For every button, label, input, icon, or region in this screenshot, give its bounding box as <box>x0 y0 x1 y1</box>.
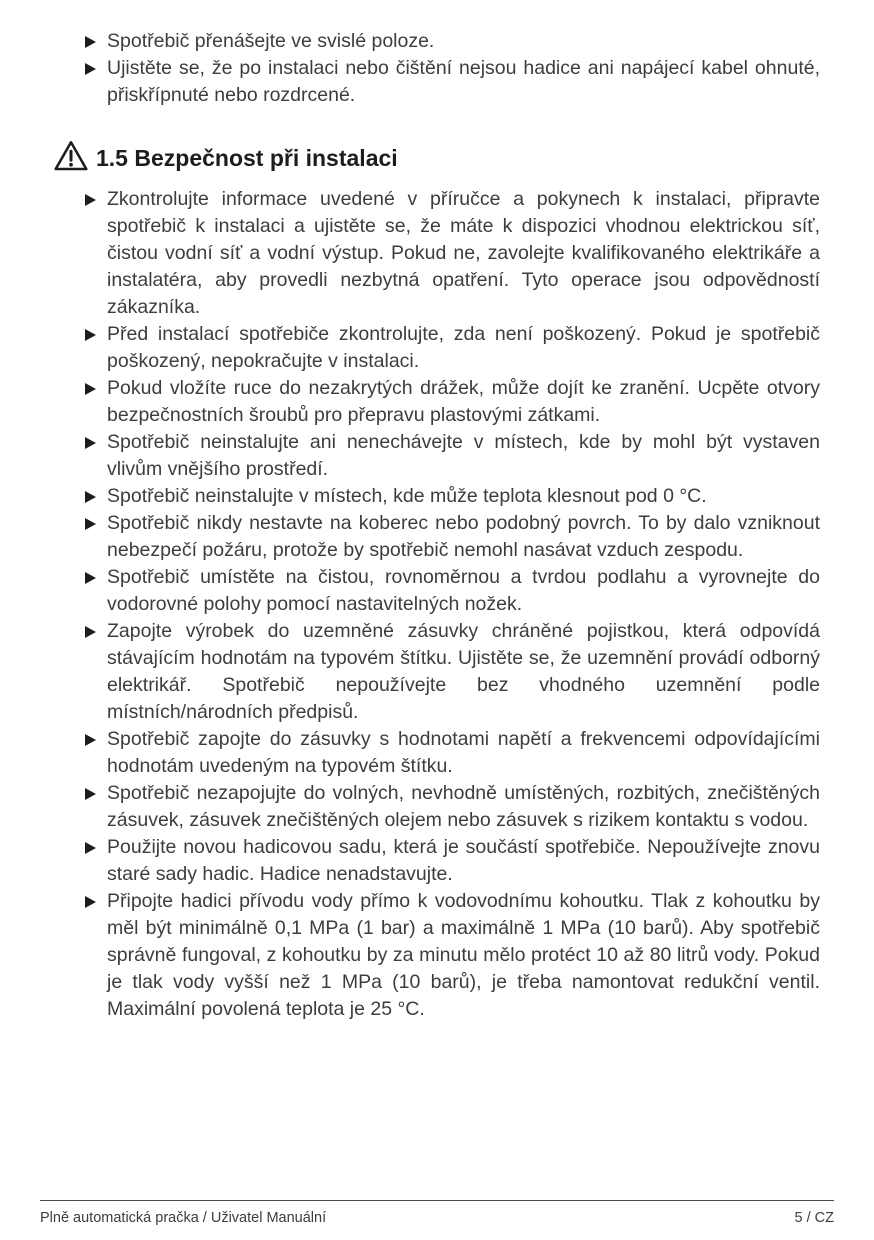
intro-bullet-list <box>53 28 820 109</box>
bullet-triangle-icon <box>85 483 107 503</box>
bullet-triangle-icon <box>85 564 107 584</box>
bullet-text: Spotřebič umístěte na čistou, rovnoměrnou a tvrdou podlahu a vyrovnejte do vodorovné polohy pomocí nastavitelných nožek. <box>107 566 820 615</box>
list-item <box>85 321 820 375</box>
bullet-text: Spotřebič neinstalujte ani nenechávejte v místech, kde by mohl být vystaven vlivům vnějšího prostředí. <box>107 431 820 480</box>
bullet-triangle-icon <box>85 55 107 75</box>
list-item <box>85 726 820 780</box>
bullet-triangle-icon <box>85 888 107 908</box>
bullet-text: Před instalací spotřebiče zkontrolujte, zda není poškozený. Pokud je spotřebič poškozený, nepokračujte v instalaci. <box>107 323 820 372</box>
list-item <box>85 28 820 55</box>
list-item <box>85 55 820 109</box>
footer-document-title: Plně automatická pračka / Uživatel Manuální <box>40 1210 327 1226</box>
bullet-text: Zkontrolujte informace uvedené v příručce a pokynech k instalaci, připravte spotřebič k instalaci a ujistěte se, že máte k dispozici vhodnou elektrickou síť, čistou vodní síť a vodní výstup. Pokud ne, zavolejte kvalifikovaného elektrikáře a instalatéra, aby provedli nezbytná opatření. Tyto operace jsou odpovědností zákazníka. <box>107 188 820 318</box>
list-item <box>85 510 820 564</box>
page-footer <box>40 1200 834 1226</box>
list-item <box>85 483 820 510</box>
list-item <box>85 429 820 483</box>
bullet-text: Zapojte výrobek do uzemněné zásuvky chráněné pojistkou, která odpovídá stávajícím hodnotám na typovém štítku. Ujistěte se, že uzemnění provádí odborný elektrikář. Spotřebič nepoužívejte bez vhodného uzemnění podle místních/národních předpisů. <box>107 620 820 723</box>
section-bullet-list <box>53 186 820 1023</box>
bullet-triangle-icon <box>85 510 107 530</box>
bullet-text: Použijte novou hadicovou sadu, která je součástí spotřebiče. Nepoužívejte znovu staré sady hadic. Hadice nenadstavujte. <box>107 836 820 885</box>
bullet-triangle-icon <box>85 321 107 341</box>
list-item <box>85 834 820 888</box>
bullet-triangle-icon <box>85 186 107 206</box>
bullet-text: Spotřebič nezapojujte do volných, nevhodně umístěných, rozbitých, znečištěných zásuvek, zásuvek znečištěných olejem nebo zásuvek s rizikem kontaktu s vodou. <box>107 782 820 831</box>
bullet-text: Spotřebič nikdy nestavte na koberec nebo podobný povrch. To by dalo vzniknout nebezpečí požáru, protože by spotřebič nemohl nasávat vzduch zespodu. <box>107 512 820 561</box>
bullet-triangle-icon <box>85 375 107 395</box>
section-heading <box>53 139 820 178</box>
bullet-triangle-icon <box>85 618 107 638</box>
list-item <box>85 780 820 834</box>
list-item <box>85 888 820 1023</box>
bullet-text: Ujistěte se, že po instalaci nebo čištění nejsou hadice ani napájecí kabel ohnuté, přiskřípnuté nebo rozdrcené. <box>107 57 820 106</box>
list-item <box>85 564 820 618</box>
bullet-text: Pokud vložíte ruce do nezakrytých drážek, může dojít ke zranění. Ucpěte otvory bezpečnostních šroubů pro přepravu plastovými zátkami. <box>107 377 820 426</box>
list-item <box>85 375 820 429</box>
bullet-triangle-icon <box>85 834 107 854</box>
list-item <box>85 186 820 321</box>
warning-triangle-icon <box>53 139 89 178</box>
bullet-triangle-icon <box>85 429 107 449</box>
bullet-text: Spotřebič neinstalujte v místech, kde může teplota klesnout pod 0 °C. <box>107 485 707 507</box>
list-item <box>85 618 820 726</box>
footer-page-number: 5 / CZ <box>794 1210 834 1226</box>
bullet-text: Spotřebič zapojte do zásuvky s hodnotami napětí a frekvencemi odpovídajícími hodnotám uvedeným na typovém štítku. <box>107 728 820 777</box>
section-heading-text: 1.5 Bezpečnost při instalaci <box>96 145 398 171</box>
bullet-text: Spotřebič přenášejte ve svislé poloze. <box>107 30 435 52</box>
bullet-triangle-icon <box>85 726 107 746</box>
bullet-text: Připojte hadici přívodu vody přímo k vodovodnímu kohoutku. Tlak z kohoutku by měl být minimálně 0,1 MPa (1 bar) a maximálně 1 MPa (10 barů). Aby spotřebič správně fungoval, z kohoutku by za minutu mělo protéct 10 až 80 litrů vody. Pokud je tlak vody vyšší než 1 MPa (10 barů), je třeba namontovat redukční ventil. Maximální povolená teplota je 25 °C. <box>107 890 820 1020</box>
bullet-triangle-icon <box>85 28 107 48</box>
bullet-triangle-icon <box>85 780 107 800</box>
